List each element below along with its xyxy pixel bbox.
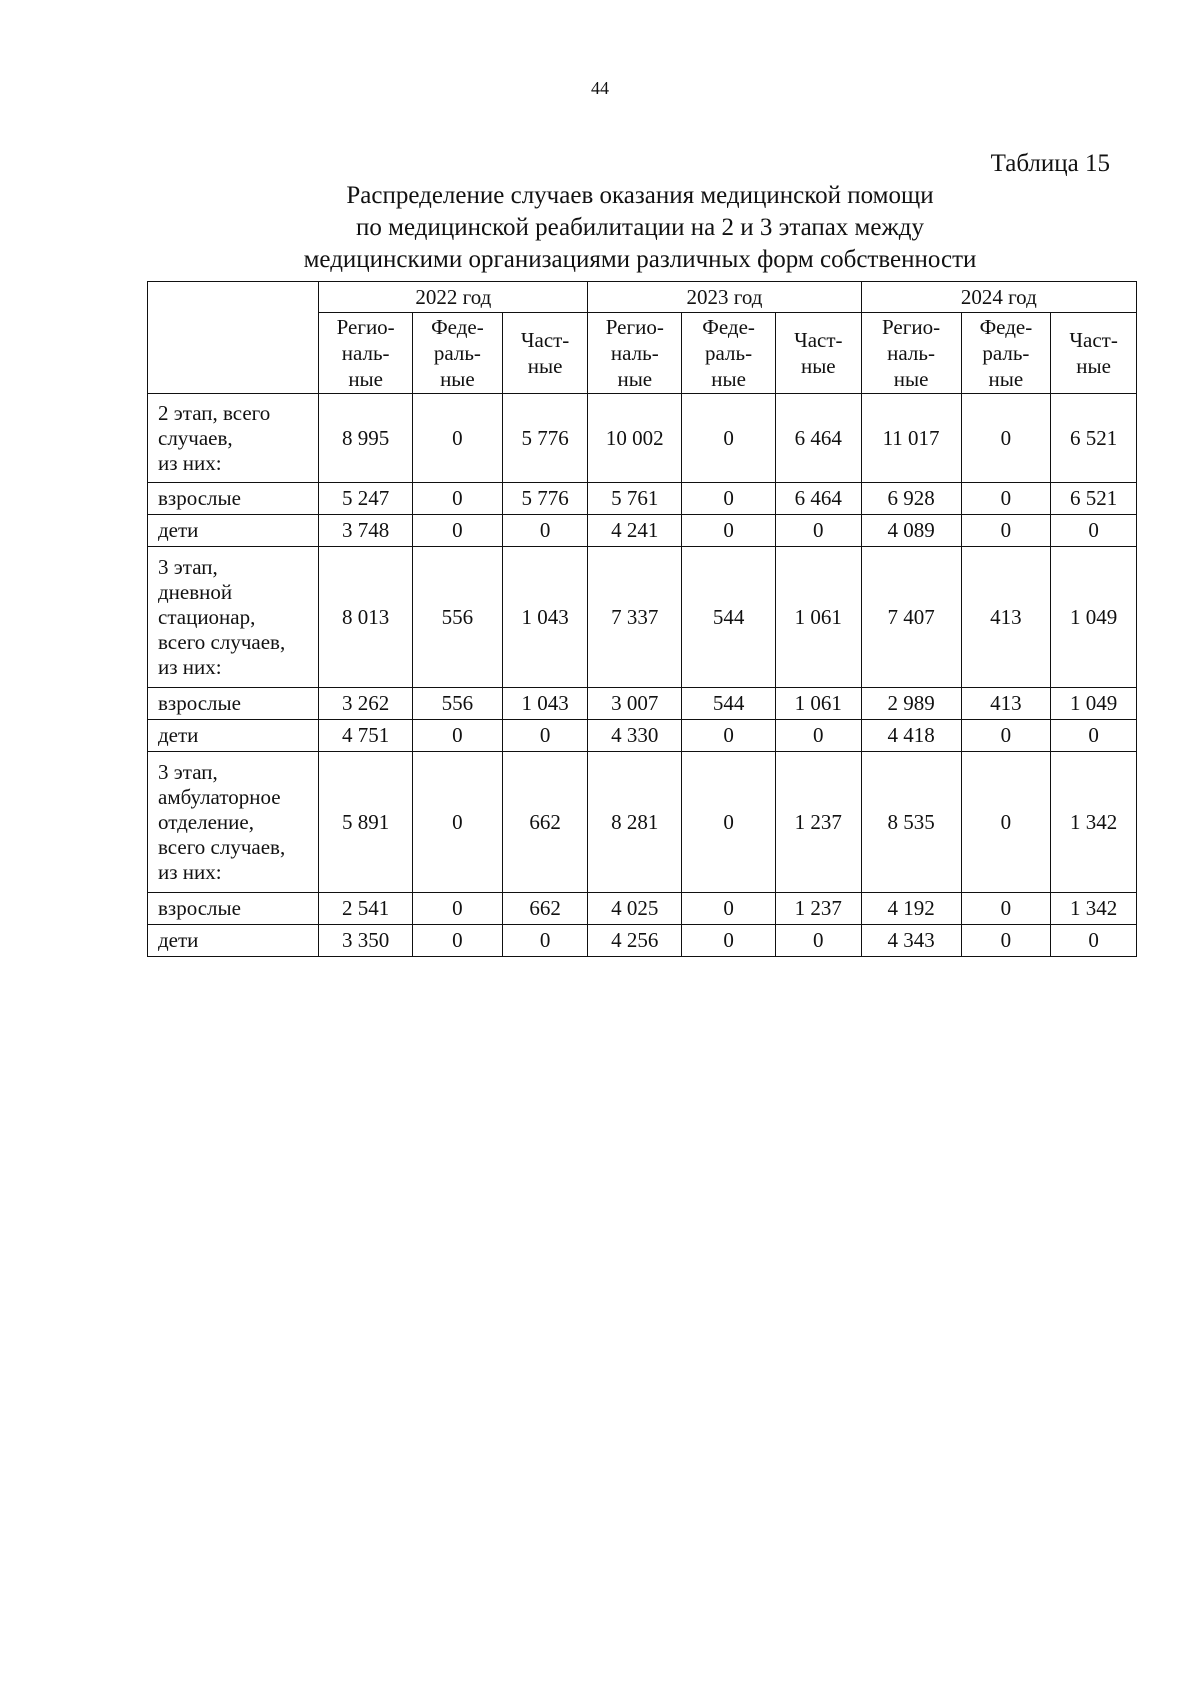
header-text-part: ные (1076, 354, 1111, 378)
value-cell: 544 (682, 688, 776, 720)
header-text-part: Част- (794, 328, 843, 352)
title-line: Распределение случаев оказания медицинской помощи (346, 182, 934, 209)
table-row (148, 394, 1137, 483)
value-cell: 1 342 (1051, 893, 1137, 925)
value-cell: 4 330 (588, 720, 682, 752)
value-cell: 8 281 (588, 752, 682, 893)
value-cell: 4 751 (319, 720, 413, 752)
value-cell: 5 247 (319, 483, 413, 515)
header-text-part: наль- (610, 341, 659, 365)
value-cell: 1 043 (502, 547, 588, 688)
header-text-part: Феде- (979, 315, 1033, 339)
value-cell: 8 995 (319, 394, 413, 483)
value-cell: 0 (682, 394, 776, 483)
value-cell: 2 989 (861, 688, 961, 720)
value-cell: 0 (413, 515, 503, 547)
row-label: дети (148, 925, 319, 957)
data-table (147, 281, 1137, 957)
value-cell: 1 237 (775, 752, 861, 893)
value-cell: 0 (1051, 720, 1137, 752)
header-text-part: раль- (705, 341, 753, 365)
value-cell: 1 061 (775, 688, 861, 720)
ownership-type-header (775, 313, 861, 394)
value-cell: 544 (682, 547, 776, 688)
value-cell: 4 089 (861, 515, 961, 547)
value-cell: 0 (775, 720, 861, 752)
value-cell: 0 (961, 752, 1051, 893)
value-cell: 0 (682, 483, 776, 515)
header-text-part: ные (800, 354, 836, 378)
ownership-type-header (1051, 313, 1137, 394)
table-row (148, 688, 1137, 720)
value-cell: 0 (413, 893, 503, 925)
value-cell: 1 061 (775, 547, 861, 688)
header-text-part: Част- (1069, 328, 1118, 352)
table-row (148, 925, 1137, 957)
value-cell: 413 (961, 547, 1051, 688)
value-cell: 0 (682, 515, 776, 547)
header-text-part: Част- (520, 328, 570, 352)
value-cell: 5 761 (588, 483, 682, 515)
value-cell: 2 541 (319, 893, 413, 925)
value-cell: 3 262 (319, 688, 413, 720)
value-cell: 0 (961, 925, 1051, 957)
value-cell: 3 748 (319, 515, 413, 547)
value-cell: 556 (413, 688, 503, 720)
header-text-part: Феде- (702, 315, 755, 339)
table-row (148, 752, 1137, 893)
value-cell: 4 418 (861, 720, 961, 752)
value-cell: 4 241 (588, 515, 682, 547)
value-cell: 0 (413, 925, 503, 957)
table-row (148, 720, 1137, 752)
header-text-part: наль- (887, 341, 935, 365)
title-line: медицинскими организациями различных форм собственности (303, 246, 977, 273)
value-cell: 0 (1051, 925, 1137, 957)
header-text-part: ные (893, 367, 929, 391)
header-text-part: Регио- (882, 315, 941, 339)
header-text-part: раль- (433, 341, 481, 365)
value-cell: 4 025 (588, 893, 682, 925)
year-header: 2023 год (588, 282, 861, 313)
value-cell: 1 049 (1051, 688, 1137, 720)
value-cell: 8 013 (319, 547, 413, 688)
value-cell: 0 (961, 515, 1051, 547)
ownership-type-header (588, 313, 682, 394)
value-cell: 0 (775, 925, 861, 957)
header-text-part: ные (527, 354, 563, 378)
value-cell: 0 (1051, 515, 1137, 547)
value-cell: 1 049 (1051, 547, 1137, 688)
value-cell: 5 776 (502, 483, 588, 515)
value-cell: 0 (413, 394, 503, 483)
row-label: взрослые (148, 688, 319, 720)
table-row (148, 547, 1137, 688)
value-cell: 0 (502, 925, 588, 957)
value-cell: 0 (413, 752, 503, 893)
value-cell: 1 342 (1051, 752, 1137, 893)
table-title (150, 180, 1130, 276)
value-cell: 4 256 (588, 925, 682, 957)
ownership-type-header (413, 313, 503, 394)
row-label: дети (148, 515, 319, 547)
value-cell: 0 (502, 515, 588, 547)
value-cell: 0 (961, 720, 1051, 752)
header-text-part: Феде- (431, 315, 484, 339)
value-cell: 6 464 (775, 483, 861, 515)
row-label: взрослые (148, 893, 319, 925)
ownership-type-header (961, 313, 1051, 394)
header-text-part: ные (440, 367, 475, 391)
header-text-part: Регио- (336, 315, 395, 339)
header-text-part: раль- (982, 341, 1030, 365)
table-row (148, 893, 1137, 925)
ownership-type-header (861, 313, 961, 394)
value-cell: 10 002 (588, 394, 682, 483)
value-cell: 1 043 (502, 688, 588, 720)
corner-cell (148, 282, 319, 394)
header-text-part: ные (348, 367, 383, 391)
value-cell: 7 407 (861, 547, 961, 688)
value-cell: 3 007 (588, 688, 682, 720)
ownership-type-header (502, 313, 588, 394)
year-header: 2024 год (861, 282, 1136, 313)
value-cell: 0 (682, 893, 776, 925)
header-text-part: ные (711, 367, 746, 391)
value-cell: 662 (502, 752, 588, 893)
value-cell: 662 (502, 893, 588, 925)
row-label: дети (148, 720, 319, 752)
value-cell: 0 (961, 394, 1051, 483)
ownership-type-header (682, 313, 776, 394)
value-cell: 0 (413, 483, 503, 515)
value-cell: 11 017 (861, 394, 961, 483)
page-number: 44 (591, 78, 609, 98)
ownership-type-header (319, 313, 413, 394)
value-cell: 3 350 (319, 925, 413, 957)
value-cell: 6 521 (1051, 394, 1137, 483)
row-label: взрослые (148, 483, 319, 515)
row-label: 2 этап, всего случаев, из них: (148, 394, 319, 483)
row-label: 3 этап, дневной стационар, всего случаев, из них: (148, 547, 319, 688)
table-row (148, 515, 1137, 547)
value-cell: 5 891 (319, 752, 413, 893)
value-cell: 5 776 (502, 394, 588, 483)
header-text-part: наль- (341, 341, 390, 365)
value-cell: 0 (775, 515, 861, 547)
table-label: Таблица 15 (990, 150, 1110, 177)
value-cell: 6 464 (775, 394, 861, 483)
value-cell: 4 192 (861, 893, 961, 925)
value-cell: 0 (682, 752, 776, 893)
value-cell: 413 (961, 688, 1051, 720)
value-cell: 6 521 (1051, 483, 1137, 515)
value-cell: 8 535 (861, 752, 961, 893)
value-cell: 0 (682, 925, 776, 957)
value-cell: 556 (413, 547, 503, 688)
title-line: по медицинской реабилитации на 2 и 3 этапах между (356, 214, 924, 241)
value-cell: 1 237 (775, 893, 861, 925)
header-text-part: ные (988, 367, 1024, 391)
value-cell: 0 (502, 720, 588, 752)
value-cell: 7 337 (588, 547, 682, 688)
year-header: 2022 год (319, 282, 588, 313)
value-cell: 6 928 (861, 483, 961, 515)
value-cell: 0 (961, 893, 1051, 925)
value-cell: 0 (961, 483, 1051, 515)
header-text-part: Регио- (605, 315, 664, 339)
value-cell: 0 (682, 720, 776, 752)
table-row (148, 483, 1137, 515)
value-cell: 0 (413, 720, 503, 752)
header-text-part: ные (617, 367, 653, 391)
value-cell: 4 343 (861, 925, 961, 957)
row-label: 3 этап, амбулаторное отделение, всего случаев, из них: (148, 752, 319, 893)
